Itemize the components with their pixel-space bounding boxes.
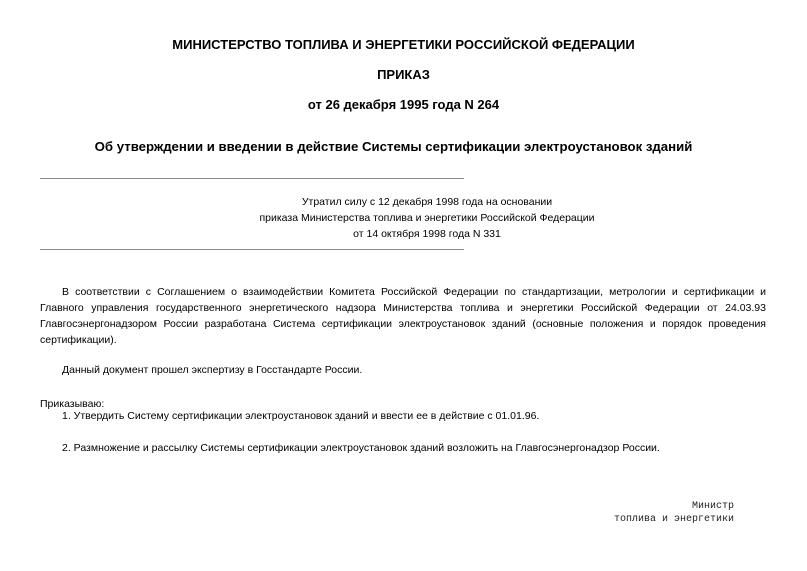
divider-top — [40, 178, 464, 179]
ministry-heading: МИНИСТЕРСТВО ТОПЛИВА И ЭНЕРГЕТИКИ РОССИЙСКОЙ ФЕДЕРАЦИИ — [172, 37, 635, 52]
status-note-line-2: приказа Министерства топлива и энергетики Российской Федерации — [259, 212, 595, 224]
signature-line-1: Министр — [691, 501, 734, 512]
status-note — [40, 194, 807, 242]
order-item-2: 2. Размножение и рассылку Системы сертификации электроустановок зданий возложить на Главгосэнергонадзор России. — [62, 442, 660, 454]
status-note-line-3: от 14 октября 1998 года N 331 — [353, 228, 501, 240]
divider-bottom — [40, 249, 464, 250]
ordered-label: Приказываю: — [40, 398, 105, 410]
document-type: ПРИКАЗ — [377, 67, 430, 82]
intro-paragraph: В соответствии с Соглашением о взаимодействии Комитета Российской Федерации по стандартизации, метрологии и сертификации и Главного управления государственного энергетического надзора Министерства топлива и энергетики Российской Федерации от 24.03.93 Главгосэнергонадзором России разработана Система сертификации электроустановок зданий (основные положения и порядок проведения сертификации). — [40, 286, 766, 346]
document-title: Об утверждении и введении в действие Системы сертификации электроустановок зданий — [94, 139, 693, 154]
expertise-paragraph: Данный документ прошел экспертизу в Госстандарте России. — [62, 364, 363, 376]
status-note-line-1: Утратил силу с 12 декабря 1998 года на основании — [301, 196, 553, 208]
document-date-number: от 26 декабря 1995 года N 264 — [307, 97, 500, 112]
order-item-1: 1. Утвердить Систему сертификации электроустановок зданий и ввести ее в действие с 01.01.96. — [62, 410, 540, 422]
signature-block — [614, 500, 734, 526]
signature-line-2: топлива и энергетики — [613, 514, 734, 525]
